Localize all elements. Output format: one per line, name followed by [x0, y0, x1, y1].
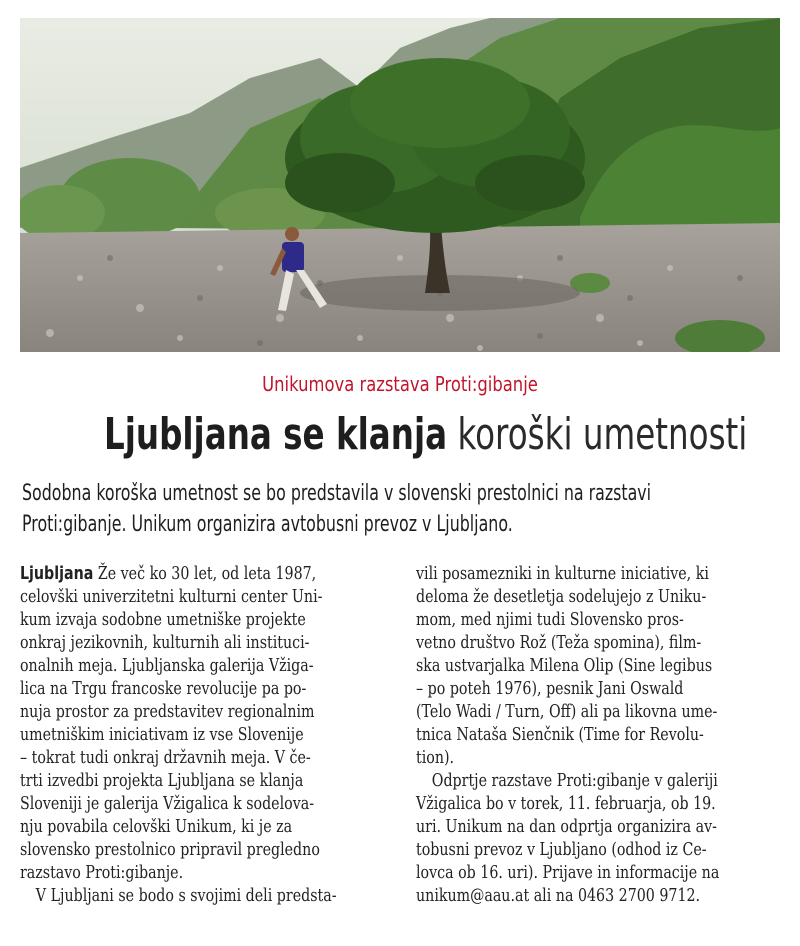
body-line: onalnih meja. Ljubljanska galerija Vžiga- — [20, 655, 314, 676]
body-line: tobusni prevoz v Ljubljano (odhod iz Ce- — [416, 839, 707, 860]
body-line: celovški univerzitetni kulturni center Uni- — [20, 586, 323, 607]
headline — [104, 409, 748, 461]
body-line: nju povabila celovški Unikum, ki je za — [20, 816, 293, 837]
body-line: umetniškim iniciativam iz vse Slovenije — [20, 724, 304, 745]
body-line: V Ljubljani se bodo s svojimi deli predsta- — [35, 885, 337, 906]
body-line: deloma že desetletja sodelujejo z Uniku- — [416, 586, 707, 607]
body-line: vetno društvo Rož (Teža spomina), film- — [416, 632, 702, 653]
headline-bold: Ljubljana se klanja — [104, 409, 448, 460]
lead-line: Sodobna koroška umetnost se bo predstavila v slovenski prestolnici na razstavi — [22, 481, 652, 506]
body-line: nuja prostor za predstavitev regionalnim — [20, 701, 315, 722]
body-line: (Telo Wadi / Turn, Off) ali pa likovna ume- — [416, 701, 718, 722]
lead-paragraph — [22, 478, 771, 540]
headline-light: koroški umetnosti — [457, 409, 748, 460]
body-line: mom, med njimi tudi Slovensko pros- — [416, 609, 684, 630]
body-line: kum izvaja sodobne umetniške projekte — [20, 609, 306, 630]
body-line: lovca ob 16. uri). Prijave in informacije na — [416, 862, 720, 883]
body-line: razstavo Proti:gibanje. — [20, 862, 184, 883]
body-line: – po poteh 1976), pesnik Jani Oswald — [416, 678, 684, 699]
article-photo — [20, 18, 780, 352]
body-line: trti izvedbi projekta Ljubljana se klanja — [20, 770, 304, 791]
body-line: ska ustvarjalka Milena Olip (Sine legibus — [416, 655, 713, 676]
body-line: uri. Unikum na dan odprtja organizira av- — [416, 816, 717, 837]
photo-illustration — [20, 18, 780, 352]
body-line: unikum@aau.at ali na 0463 2700 9712. — [416, 885, 701, 906]
body-line: Vžigalica bo v torek, 11. februarja, ob 19. — [416, 793, 716, 814]
body-column-left — [20, 562, 337, 907]
body-line: tnica Nataša Sienčnik (Time for Revolu- — [416, 724, 704, 745]
dateline: Ljubljana — [20, 563, 94, 584]
body-line-text: Že več ko 30 let, od leta 1987, — [93, 563, 317, 584]
body-line: vili posamezniki in kulturne iniciative, ki — [416, 563, 709, 584]
body-line: Odprtje razstave Proti:gibanje v galeriji — [431, 770, 718, 791]
body-line: onkraj jezikovnih, kulturnih ali instituci- — [20, 632, 310, 653]
body-line: – tokrat tudi onkraj državnih meja. V če- — [20, 747, 311, 768]
body-line: slovensko prestolnico pripravil pregledno — [20, 839, 320, 860]
body-line: Sloveniji je galerija Vžigalica k sodelova- — [20, 793, 315, 814]
body-column-right — [416, 562, 719, 907]
body-line: lica na Trgu francoske revolucije pa po- — [20, 678, 307, 699]
lead-line: Proti:gibanje. Unikum organizira avtobusni prevoz v Ljubljano. — [22, 512, 513, 537]
kicker-subtitle: Unikumova razstava Proti:gibanje — [262, 372, 538, 396]
body-line — [20, 562, 337, 585]
body-line: tion). — [416, 747, 455, 768]
